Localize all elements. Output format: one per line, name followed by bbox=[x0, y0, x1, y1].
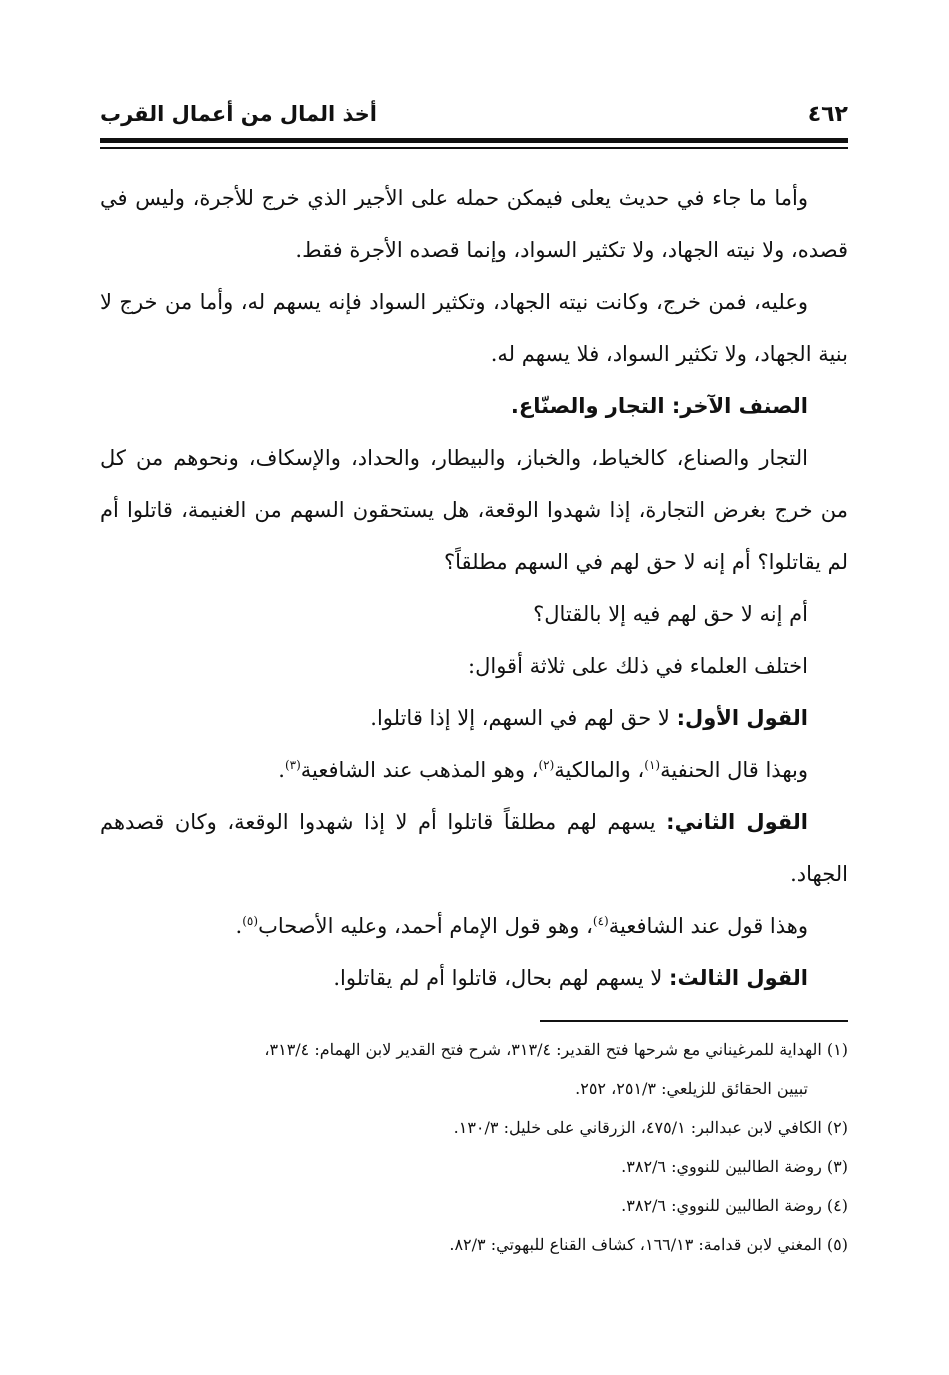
first-holders-text-a: وبهذا قال الحنفية bbox=[660, 758, 808, 782]
footnote-5: (٥) المغني لابن قدامة: ١٦٦/١٣، كشاف القناع للبهوتي: ٨٢/٣. bbox=[449, 1235, 848, 1254]
paragraph-question: أم إنه لا حق لهم فيه إلا بالقتال؟ bbox=[533, 602, 808, 626]
opinion-third bbox=[100, 952, 848, 1004]
running-header bbox=[100, 100, 848, 134]
running-title: أخذ المال من أعمال القرب bbox=[100, 102, 377, 126]
footnote-separator bbox=[540, 1020, 848, 1022]
paragraph-disagreement: اختلف العلماء في ذلك على ثلاثة أقوال: bbox=[468, 654, 808, 678]
opinion-first bbox=[100, 692, 848, 744]
header-rule-thin bbox=[100, 147, 848, 149]
opinion-third-label: القول الثالث: bbox=[669, 966, 808, 990]
paragraph-first-holders bbox=[100, 744, 848, 796]
footnotes bbox=[100, 1030, 848, 1264]
first-holders-text-c: ، وهو المذهب عند الشافعية bbox=[300, 758, 539, 782]
opinion-first-text: لا حق لهم في السهم، إلا إذا قاتلوا. bbox=[370, 706, 670, 730]
footnote-4: (٤) روضة الطالبين للنووي: ٣٨٢/٦. bbox=[621, 1196, 848, 1215]
footnote-1-line-1: (١) الهداية للمرغيناني مع شرحها فتح القدير: ٣١٣/٤، شرح فتح القدير لابن الهمام: ٣١٣/٤، bbox=[264, 1040, 848, 1059]
second-holders-text-a: وهذا قول عند الشافعية bbox=[608, 914, 808, 938]
paragraph-second-holders bbox=[100, 900, 848, 952]
page-number: ٤٦٢ bbox=[807, 102, 848, 127]
first-holders-end: . bbox=[278, 758, 285, 782]
section-heading: الصنف الآخر: التجار والصنّاع. bbox=[510, 394, 808, 418]
main-text bbox=[100, 172, 848, 1004]
second-holders-end: . bbox=[235, 914, 243, 938]
first-holders-text-b: ، والمالكية bbox=[554, 758, 645, 782]
second-holders-text-b: ، وهو قول الإمام أحمد، وعليه الأصحاب bbox=[258, 914, 593, 938]
footnote-ref-3[interactable]: (٣) bbox=[284, 758, 301, 772]
paragraph-yala-hadith: وأما ما جاء في حديث يعلى فيمكن حمله على الأجير الذي خرج للأجرة، وليس في قصده، ولا نيته الجهاد، ولا تكثير السواد، وإنما قصده الأجرة فقط. bbox=[100, 186, 848, 262]
footnote-ref-1[interactable]: (١) bbox=[644, 758, 661, 772]
opinion-first-label: القول الأول: bbox=[676, 706, 808, 730]
opinion-second-label: القول الثاني: bbox=[666, 810, 808, 834]
paragraph-traders: التجار والصناع، كالخياط، والخباز، والبيطار، والحداد، والإسكاف، ونحوهم من كل من خرج بغرض التجارة، إذا شهدوا الوقعة، هل يستحقون السهم من الغنيمة، قاتلوا أم لم يقاتلوا؟ أم إنه لا حق لهم في السهم مطلقاً؟ bbox=[100, 446, 848, 574]
paragraph-conclusion: وعليه، فمن خرج، وكانت نيته الجهاد، وتكثير السواد فإنه يسهم له، وأما من خرج لا بنية الجهاد، ولا تكثير السواد، فلا يسهم له. bbox=[100, 290, 848, 366]
footnote-1-line-2: تبيين الحقائق للزيلعي: ٢٥١/٣، ٢٥٢. bbox=[575, 1079, 808, 1098]
footnote-ref-2[interactable]: (٢) bbox=[538, 758, 555, 772]
footnote-2: (٢) الكافي لابن عبدالبر: ٤٧٥/١، الزرقاني على خليل: ١٣٠/٣. bbox=[453, 1118, 848, 1137]
opinion-third-text: لا يسهم لهم بحال، قاتلوا أم لم يقاتلوا. bbox=[333, 966, 663, 990]
opinion-second-text: يسهم لهم مطلقاً قاتلوا أم لا إذا شهدوا الوقعة، وكان قصدهم الجهاد. bbox=[100, 810, 848, 886]
footnote-ref-4[interactable]: (٤) bbox=[592, 914, 609, 928]
opinion-second bbox=[100, 796, 848, 900]
header-rule-thick bbox=[100, 138, 848, 143]
footnote-ref-5[interactable]: (٥) bbox=[242, 914, 259, 928]
footnote-3: (٣) روضة الطالبين للنووي: ٣٨٢/٦. bbox=[621, 1157, 848, 1176]
